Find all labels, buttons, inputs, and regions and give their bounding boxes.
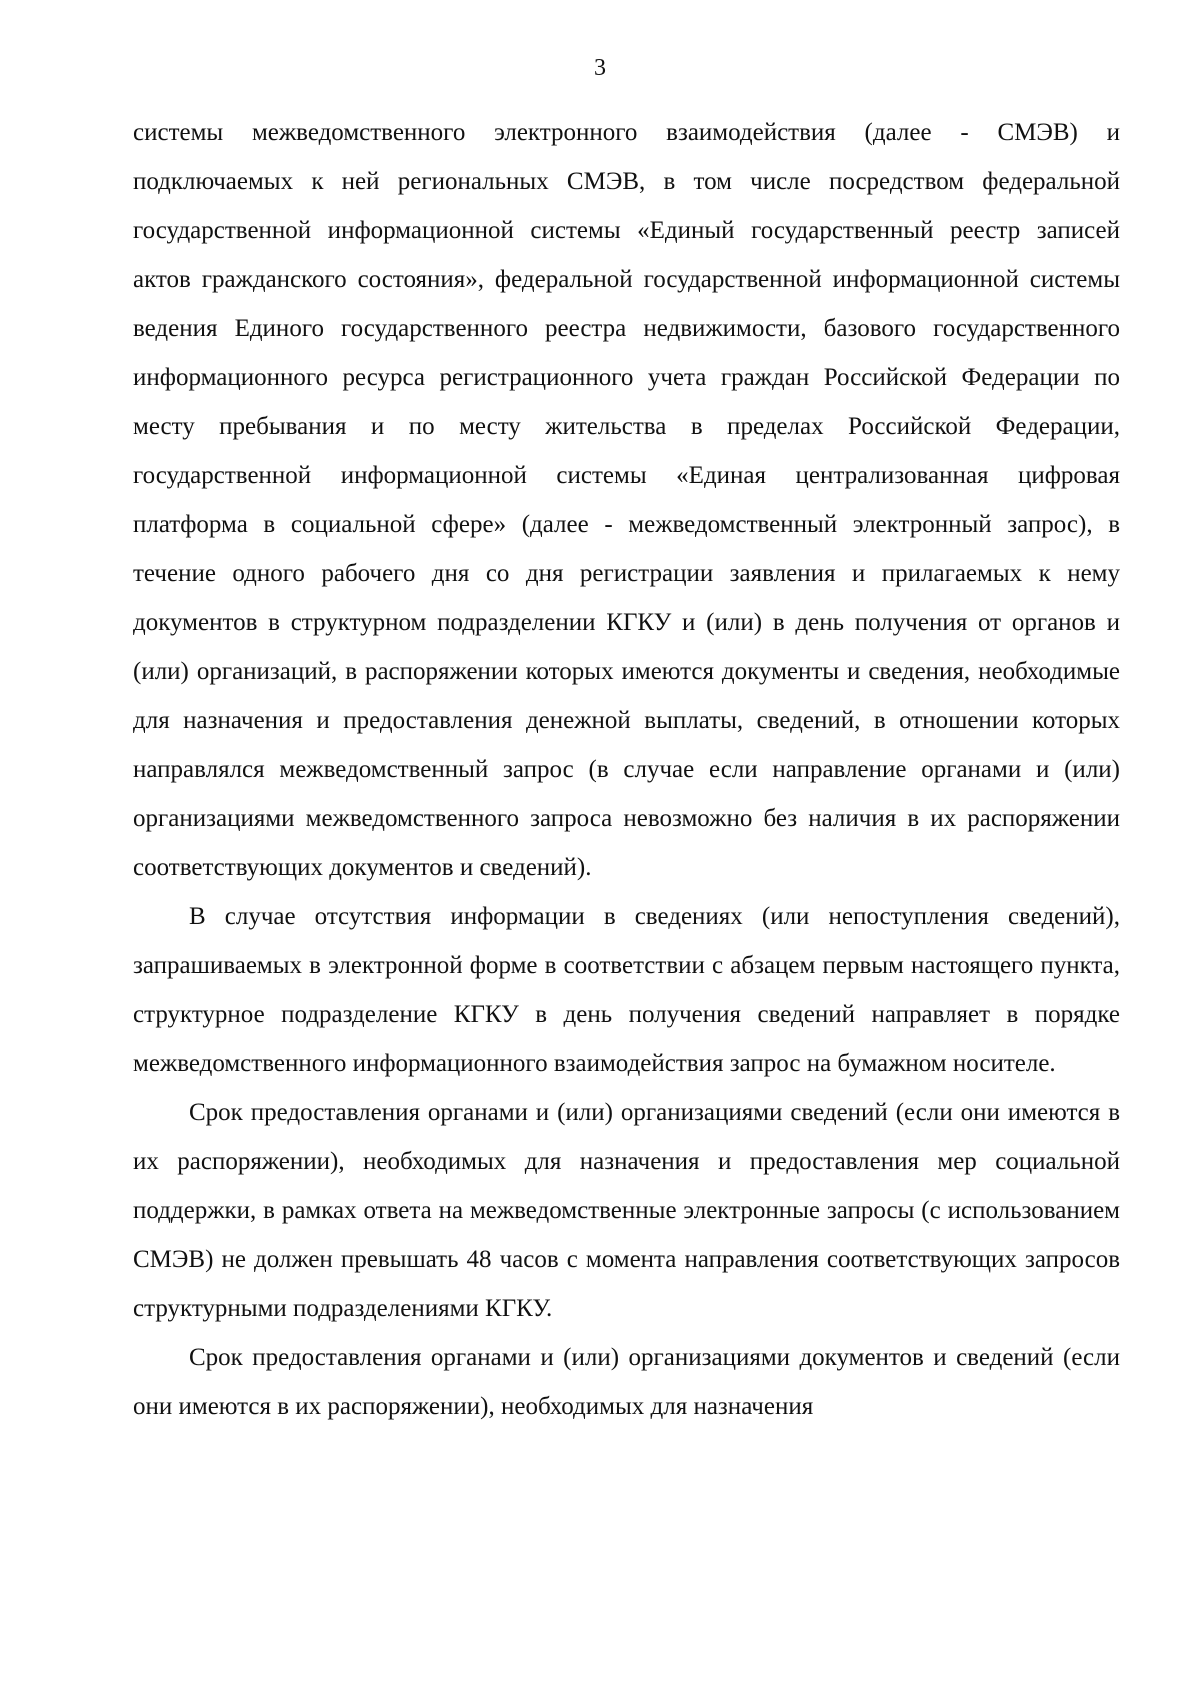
paragraph-documents-deadline: Срок предоставления органами и (или) организациями документов и сведений (если они имеются в их распоряжении), необходимых для назначения <box>133 1344 1120 1420</box>
paragraph-missing-info: В случае отсутствия информации в сведениях (или непоступления сведений), запрашиваемых в электронной форме в соответствии с абзацем первым настоящего пункта, структурное подразделение КГКУ в день получения сведений направляет в порядке межведомственного информационного взаимодействия запрос на бумажном носителе. <box>133 903 1120 1077</box>
page-number: 3 <box>594 55 606 81</box>
paragraph-continuation: системы межведомственного электронного взаимодействия (далее - СМЭВ) и подключаемых к ней региональных СМЭВ, в том числе посредством федеральной государственной информационной системы «Единый государственный реестр записей актов гражданского состояния», федеральной государственной информационной системы ведения Единого государственного реестра недвижимости, базового государственного информационного ресурса регистрационного учета граждан Российской Федерации по месту пребывания и по месту жительства в пределах Российской Федерации, государственной информационной системы «Единая централизованная цифровая платформа в социальной сфере» (далее - межведомственный электронный запрос), в течение одного рабочего дня со дня регистрации заявления и прилагаемых к нему документов в структурном подразделении КГКУ и (или) в день получения от органов и (или) организаций, в распоряжении которых имеются документы и сведения, необходимые для назначения и предоставления денежной выплаты, сведений, в отношении которых направлялся межведомственный запрос (в случае если направление органами и (или) организациями межведомственного запроса невозможно без наличия в их распоряжении соответствующих документов и сведений). <box>133 119 1120 881</box>
paragraph-response-deadline: Срок предоставления органами и (или) организациями сведений (если они имеются в их распоряжении), необходимых для назначения и предоставления мер социальной поддержки, в рамках ответа на межведомственные электронные запросы (с использованием СМЭВ) не должен превышать 48 часов с момента направления соответствующих запросов структурными подразделениями КГКУ. <box>133 1099 1120 1322</box>
document-body <box>133 108 1120 1431</box>
